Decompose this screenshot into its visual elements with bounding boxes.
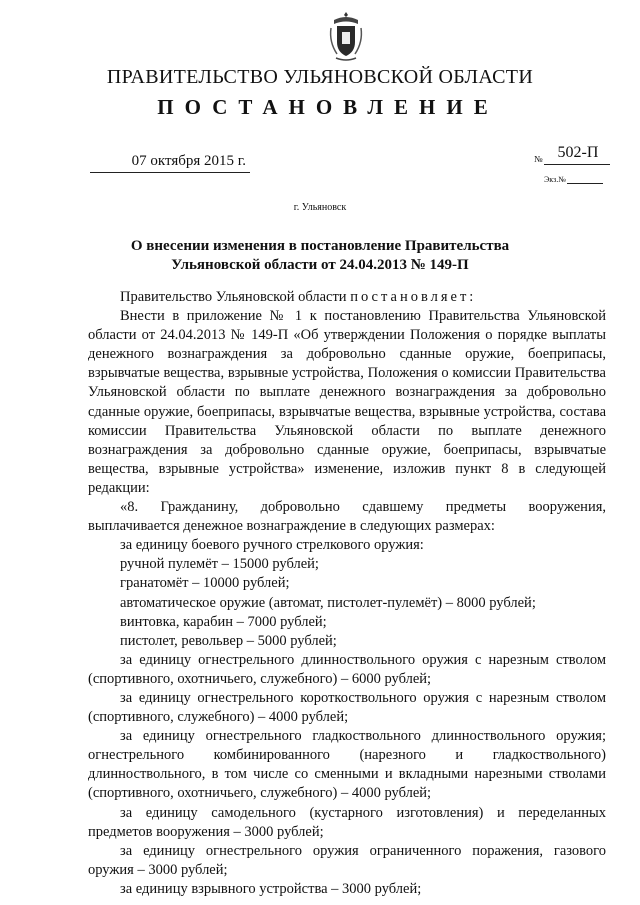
copy-underline bbox=[567, 183, 603, 184]
document-date: 07 октября 2015 г. bbox=[131, 153, 246, 169]
number-sign: № bbox=[534, 154, 543, 164]
copy-number-block bbox=[544, 175, 610, 184]
list-item: гранатомёт – 10000 рублей; bbox=[120, 575, 290, 592]
list-item: пистолет, револьвер – 5000 рублей; bbox=[120, 632, 337, 649]
subject-line-2: Ульяновской области от 24.04.2013 № 149-П bbox=[171, 257, 469, 273]
list-item: винтовка, карабин – 7000 рублей; bbox=[120, 613, 327, 630]
intro-verb: постановляет: bbox=[350, 289, 477, 305]
list-item: за единицу боевого ручного стрелкового оружия: bbox=[120, 537, 424, 554]
intro-paragraph bbox=[88, 288, 606, 307]
intro-prefix: Правительство Ульяновской области bbox=[120, 289, 351, 305]
list-item: автоматическое оружие (автомат, пистолет-пулемёт) – 8000 рублей; bbox=[120, 594, 536, 611]
document-subject bbox=[0, 237, 640, 275]
list-item: ручной пулемёт – 15000 рублей; bbox=[120, 556, 319, 573]
paragraph-1: Внести в приложение № 1 к постановлению Правительства Ульяновской области от 24.04.2013 № 149-П «Об утверждении Положения о порядке выплаты денежного вознаграждения за добровольно сданные оружие, боеприпасы, взрывчатые вещества, взрывные устройства, Положения о комиссии Правительства Ульяновской области по выплате денежного вознаграждения за добровольно сданные оружие, боеприпасы, взрывчатые вещества, взрывные устройства, состава комиссии Правительства Ульяновской области по выплате денежного вознаграждения за добровольно сданные оружие, боеприпасы, взрывчатые вещества, взрывные устройства» изменение, изложив пункт 8 в следующей редакции: bbox=[88, 308, 606, 496]
list-item: за единицу огнестрельного оружия ограниченного поражения, газового оружия – 3000 рублей; bbox=[88, 842, 606, 878]
document-type: ПОСТАНОВЛЕНИЕ bbox=[157, 95, 499, 119]
list-item: за единицу огнестрельного короткоствольного оружия с нарезным стволом (спортивного, служебного) – 4000 рублей; bbox=[88, 689, 606, 726]
subject-line-1: О внесении изменения в постановление Правительства bbox=[130, 238, 510, 254]
list-item: за единицу взрывного устройства – 3000 рублей; bbox=[120, 880, 422, 897]
copy-label: Экз.№ bbox=[544, 175, 566, 184]
paragraph-2: «8. Гражданину, добровольно сдавшему предметы вооружения, выплачивается денежное вознаграждение в следующих размерах: bbox=[88, 499, 606, 535]
government-name: ПРАВИТЕЛЬСТВО УЛЬЯНОВСКОЙ ОБЛАСТИ bbox=[106, 66, 534, 88]
date-underline bbox=[90, 170, 250, 173]
city-name: г. Ульяновск bbox=[293, 202, 347, 213]
number-underline bbox=[544, 164, 610, 165]
date-block bbox=[90, 153, 250, 173]
list-item: за единицу огнестрельного гладкоствольного длинноствольного оружия; огнестрельного комбинированного (нарезного и гладкоствольного) длинноствольного, в том числе со сменными и вкладными нарезными стволами (спортивного, охотничьего, служебного) – 4000 рублей; bbox=[88, 728, 606, 802]
coat-of-arms-emblem bbox=[328, 10, 364, 64]
list-item: за единицу огнестрельного длинноствольного оружия с нарезным стволом (спортивного, охотничьего, служебного) – 6000 рублей; bbox=[88, 651, 606, 687]
list-item: за единицу самодельного (кустарного изготовления) и переделанных предметов вооружения – 3000 рублей; bbox=[88, 804, 606, 840]
document-number: 502-П bbox=[557, 144, 599, 161]
document-body bbox=[88, 288, 606, 899]
